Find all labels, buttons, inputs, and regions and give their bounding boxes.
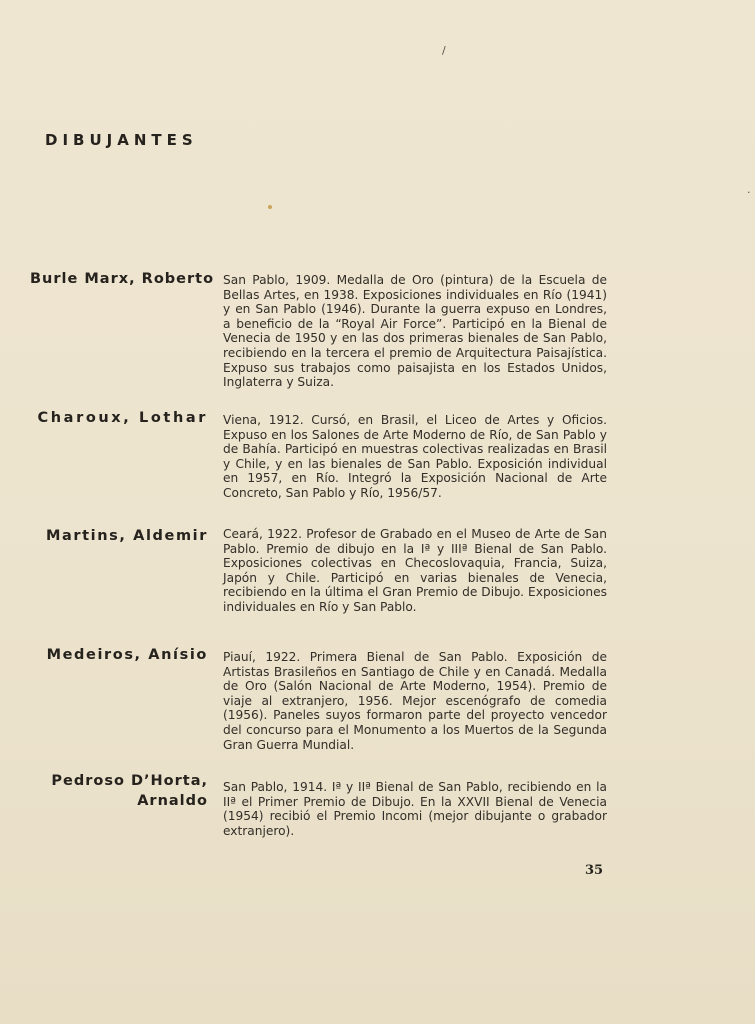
artist-name-line: Medeiros, Anísio: [46, 647, 208, 663]
artist-name: [30, 645, 208, 665]
artist-bio: Piauí, 1922. Primera Bienal de San Pablo. Exposición de Artistas Brasileños en Santiago de Chile y en Canadá. Medalla de Oro (Salón Nacional de Arte Moderno, 1954). Premio de viaje al extranjero, 1956. Mejor escenógrafo de comedia (1956). Paneles suyos formaron parte del proyecto vencedor del concurso para el Monumento a los Muertos de la Segunda Gran Guerra Mundial.: [223, 650, 607, 752]
artist-name-line: Charoux, Lothar: [37, 410, 208, 426]
artist-name-line: Burle Marx, Roberto: [30, 271, 215, 287]
artist-name: [30, 771, 208, 811]
section-title: DIBUJANTES: [45, 131, 198, 149]
artist-bio: Ceará, 1922. Profesor de Grabado en el Museo de Arte de San Pablo. Premio de dibujo en la Iª y IIIª Bienal de San Pablo. Exposiciones colectivas en Checoslovaquia, Francia, Suiza, Japón y Chile. Participó en varias bienales de Venecia, recibiendo en la última el Gran Premio de Dibujo. Exposiciones individuales en Río y San Pablo.: [223, 527, 607, 614]
decorative-dot: [268, 205, 272, 209]
artist-name-line: Pedroso D’Horta,: [51, 773, 208, 789]
artist-bio: Viena, 1912. Cursó, en Brasil, el Liceo de Artes y Oficios. Expuso en los Salones de Arte Moderno de Río, de San Pablo y de Bahía. Participó en muestras colectivas realizadas en Brasil y Chile, y en las bienales de San Pablo. Exposición individual en 1957, en Río. Integró la Exposición Nacional de Arte Concreto, San Pablo y Río, 1956/57.: [223, 413, 607, 500]
margin-mark: ·: [747, 186, 751, 199]
artist-name: [30, 408, 208, 428]
artist-name-line: Arnaldo: [137, 793, 208, 809]
margin-mark: /: [442, 44, 446, 57]
artist-name-line: Martins, Aldemir: [45, 528, 208, 544]
artist-bio: San Pablo, 1909. Medalla de Oro (pintura) de la Escuela de Bellas Artes, en 1938. Exposiciones individuales en Río (1941) y en San Pablo (1946). Durante la guerra expuso en Londres, a beneficio de la “Royal Air Force”. Participó en la Bienal de Venecia de 1950 y en las dos primeras bienales de San Pablo, recibiendo en la tercera el premio de Arquitectura Paisajística. Expuso sus trabajos como paisajista en los Estados Unidos, Inglaterra y Suiza.: [223, 273, 607, 390]
artist-bio: San Pablo, 1914. Iª y IIª Bienal de San Pablo, recibiendo en la IIª el Primer Premio de Dibujo. En la XXVII Bienal de Venecia (1954) recibió el Premio Incomi (mejor dibujante o grabador extranjero).: [223, 780, 607, 838]
page-number: 35: [585, 863, 604, 878]
artist-name: [30, 269, 215, 289]
artist-name: [30, 526, 208, 546]
